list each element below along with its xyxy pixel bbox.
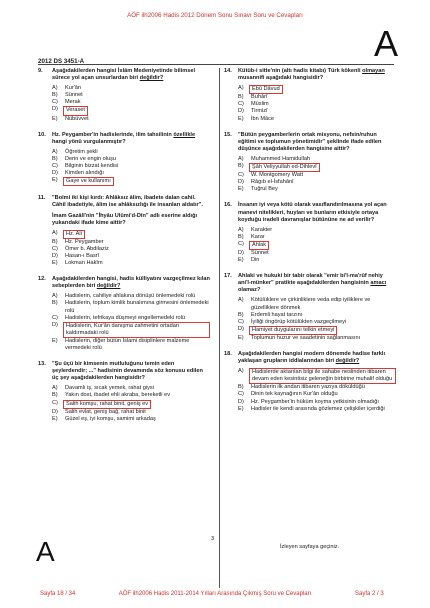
question-stem: [38, 68, 210, 82]
option-row[interactable]: [52, 116, 210, 123]
option-label: Öğretim şekli: [65, 148, 98, 155]
option-text: [251, 227, 396, 234]
option-letter: E): [238, 405, 244, 412]
question-stem: [224, 132, 396, 153]
option-text: [251, 312, 396, 319]
next-page-note: İzleyen sayfaya geçiniz.: [280, 544, 340, 550]
options-list: [224, 227, 396, 264]
option-row[interactable]: [238, 319, 396, 326]
option-row[interactable]: [238, 101, 396, 108]
question-number: 17.: [224, 273, 232, 280]
options-list: [224, 368, 396, 413]
option-label: Bilginin bizzat kendisi: [65, 163, 119, 170]
option-letter: D): [52, 321, 58, 328]
option-row[interactable]: [52, 400, 210, 409]
option-letter: D): [238, 249, 244, 256]
option-letter: D): [52, 252, 58, 259]
option-label: Toplumun huzur ve saadetinin sağlanmasını: [251, 334, 361, 341]
option-letter: B): [52, 238, 58, 245]
option-text: [251, 156, 396, 163]
option-text: [251, 179, 396, 186]
marked-answer: Ahlak: [249, 241, 269, 250]
header-title: AÖF ilh2006 Hadis 2012 Dönem Sonu Sınavı Soru ve Cevapları: [127, 12, 303, 19]
question-text-part: "Şu üçü bir kimsenin mutluluğunu temin eden şeylerdendir; ..." hadisinin devamında söz konusu edilen üç şey aşağıdakilerden hangisidir?: [52, 361, 203, 382]
question-stem: [38, 132, 210, 146]
option-letter: C): [238, 318, 244, 325]
exam-code: 2012 DS 3451-A: [38, 58, 85, 65]
question-text: [238, 351, 396, 365]
marked-answer: Şâh Veliyyullah ed-Dihlevî: [249, 163, 320, 172]
option-letter: B): [52, 155, 58, 162]
option-row[interactable]: [238, 186, 396, 193]
option-letter: D): [52, 170, 58, 177]
question-text: [52, 195, 210, 209]
option-letter: C): [52, 163, 58, 170]
option-letter: A): [238, 85, 244, 92]
option-row[interactable]: [238, 391, 396, 398]
question: [38, 195, 210, 267]
option-text: [251, 250, 396, 257]
option-text: [251, 101, 396, 108]
question-number: 14.: [224, 68, 232, 74]
option-label: Sünnet: [251, 249, 269, 256]
option-label: Hadislerin, cahiliye ahlakına dönüşü önlemedeki rolü: [65, 293, 196, 300]
option-label: Davamlı iş, sıcak yemek, rahat giysi: [65, 385, 154, 392]
question-text: [52, 361, 210, 382]
question-text: [238, 202, 396, 223]
option-text: [65, 92, 210, 99]
marked-answer: Gaye ve kullanımı: [63, 177, 114, 186]
option-letter: A): [238, 155, 244, 162]
options-list: [38, 385, 210, 422]
question-text-part: "Bolmi iki kişi kırdı: Ahlâksız âlim, ibadete dalan cahil. Câhil ibadetiyle, âlim ise ahlâksızlığı ile insanları aldatır".: [52, 195, 203, 209]
option-label: Tirmizî: [251, 108, 268, 115]
option-text: [65, 156, 210, 163]
option-row[interactable]: [52, 293, 210, 300]
option-label: Hadislerin, tefrikaya düşmeyi engellemedeki rolü: [65, 314, 186, 321]
question: [224, 202, 396, 264]
question-text: [52, 276, 210, 290]
question-number: 15.: [224, 131, 232, 138]
option-label: Kimden alındığı: [65, 170, 104, 177]
question-text-part: Aşağıdakilerden hangisi modern dönemde hadise farklı yaklaşan grupların iddialarından biri: [238, 351, 386, 365]
question-underlined: amacı: [370, 280, 387, 287]
options-list: [224, 85, 396, 122]
option-letter: C): [238, 101, 244, 108]
marked-answer: Ebû Dâvud: [249, 85, 283, 94]
option-row[interactable]: [238, 241, 396, 250]
question-stem: [224, 202, 396, 223]
question-text-part: olamaz?: [238, 287, 261, 294]
question-number: 18.: [224, 351, 232, 357]
option-text: [65, 322, 210, 338]
question-underlined: değildir?: [139, 75, 164, 82]
option-text: [251, 94, 396, 101]
option-row[interactable]: [238, 406, 396, 413]
option-letter: E): [238, 257, 244, 264]
option-letter: D): [52, 408, 58, 415]
option-text: [65, 293, 210, 300]
option-row[interactable]: [52, 392, 210, 399]
option-text: [251, 186, 396, 193]
option-label: Müslim: [251, 101, 269, 108]
question-text: [238, 132, 396, 153]
question-text-part: Kütüb-i sitte'nin (altı hadis kitabı) Türk kökenli: [238, 68, 363, 74]
option-row[interactable]: [52, 92, 210, 99]
booklet-letter-top: A: [374, 23, 399, 64]
question: [224, 273, 396, 342]
option-row[interactable]: [52, 260, 210, 267]
option-text: [65, 149, 210, 156]
question-text-part: Ahlaki ve hukuki bir tabir olarak "emir bi'l-ma'rûf nehiy ani'l-münker" pratikte aşağıdakilerden hangisinin: [238, 273, 383, 287]
question-text: [238, 68, 396, 82]
option-row[interactable]: [238, 326, 396, 335]
option-letter: E): [238, 115, 244, 122]
option-label: İbn Mâce: [251, 115, 275, 122]
option-row[interactable]: [52, 300, 210, 314]
question-text: [52, 68, 210, 82]
option-text: [65, 85, 210, 92]
option-text: [251, 368, 396, 384]
option-text: [65, 230, 210, 239]
option-letter: A): [238, 368, 244, 375]
option-label: Hz. Peygamber'in hüküm koyma yetkisinin olmadığı: [251, 398, 379, 405]
question-text-part: Hz. Peygamber'in hadislerinde, ilim tahsilinin: [52, 131, 174, 138]
question: [38, 276, 210, 352]
option-row[interactable]: [52, 409, 210, 416]
option-label: Kötülüklere ve çirkinliklere veda edip iyiliklere ve güzelliklere dönmek: [251, 297, 371, 311]
option-label: Derin ve engin oluşu: [65, 155, 116, 162]
option-letter: D): [238, 398, 244, 405]
option-label: Buhârî: [251, 94, 268, 101]
question-text-part: "Bütün peygamberlerin ortak misyonu, nefsin/ruhun eğitimi ve toplumun yönetimidir" şeklinde ifade edilen düşünce aşağıdakilerden hangisine aittir?: [238, 131, 382, 152]
option-row[interactable]: [52, 315, 210, 322]
option-label: Din: [251, 257, 260, 264]
option-label: Lokman Hakîm: [65, 260, 103, 267]
option-row[interactable]: [52, 170, 210, 177]
question-text-part: İnsanın iyi veya kötü olarak vasıflandırılmasına yol açan manevi nitelikleri, huyları ve bunların etkisiyle ortaya koyduğu iradeli davranışlar bütününe ne ad verilir?: [238, 202, 387, 223]
option-text: [251, 163, 396, 172]
option-row[interactable]: [238, 94, 396, 101]
option-label: Hadislerin, diğer bütün İslami disiplinlere malzeme vermedeki rolü: [65, 337, 190, 351]
marked-answer: Hadislerin, Kur'ân danışma zahmetini ortadan kaldırmadaki rolü: [63, 322, 210, 338]
page-number: 3: [211, 536, 215, 542]
option-letter: C): [238, 172, 244, 179]
option-row[interactable]: [238, 368, 396, 384]
question: [224, 132, 396, 194]
option-letter: C): [52, 314, 58, 321]
option-letter: C): [238, 391, 244, 398]
option-row[interactable]: [238, 227, 396, 234]
question-underlined: olmayan: [362, 68, 385, 74]
option-letter: E): [52, 337, 58, 344]
option-letter: B): [52, 392, 58, 399]
option-text: [251, 384, 396, 391]
option-letter: C): [238, 240, 244, 247]
option-text: [65, 338, 210, 352]
question: [224, 351, 396, 413]
option-label: Hasan-ı Basrî: [65, 252, 100, 259]
right-column: [224, 68, 396, 422]
option-row[interactable]: [52, 322, 210, 338]
option-letter: A): [52, 148, 58, 155]
question: [38, 361, 210, 423]
option-row[interactable]: [52, 385, 210, 392]
question-note: İmam Gazâlî'nin "İhyâu Ulûmi'd-Dîn" adlı eserine aldığı yukarıdaki ifade kime aittir?: [52, 212, 198, 226]
option-letter: A): [52, 385, 58, 392]
question-number: 12.: [38, 276, 46, 283]
option-row[interactable]: [52, 149, 210, 156]
option-letter: D): [238, 179, 244, 186]
footer-center: AÖF ilh2006 Hadis 2011-2014 Yılları Arasında Çıkmış Soru ve Cevapları: [118, 591, 312, 597]
option-letter: E): [52, 115, 58, 122]
question-text: [238, 273, 396, 294]
option-text: [251, 297, 396, 311]
option-text: [65, 400, 210, 409]
question-stem: [224, 273, 396, 294]
option-text: [65, 177, 210, 186]
left-column: [38, 68, 210, 432]
option-letter: C): [52, 399, 58, 406]
option-row[interactable]: [238, 335, 396, 342]
footer-left: Sayfa 18 / 34: [40, 591, 76, 597]
question-stem: [224, 68, 396, 82]
option-text: [251, 234, 396, 241]
question-number: 10.: [38, 131, 46, 138]
options-list: [38, 149, 210, 186]
option-row[interactable]: [238, 116, 396, 123]
option-row[interactable]: [52, 106, 210, 115]
question-number: 11.: [38, 195, 46, 202]
option-label: Râgıb el-İsfahânî: [251, 179, 294, 186]
option-letter: B): [238, 94, 244, 101]
option-text: [251, 335, 396, 342]
options-list: [224, 156, 396, 193]
option-text: [65, 106, 210, 115]
option-row[interactable]: [52, 253, 210, 260]
option-label: Karar: [251, 233, 265, 240]
option-text: [65, 315, 210, 322]
question-stem: [38, 195, 210, 209]
option-row[interactable]: [238, 163, 396, 172]
option-row[interactable]: [52, 416, 210, 423]
question-underlined: özellikle: [173, 131, 196, 138]
option-row[interactable]: [238, 234, 396, 241]
option-letter: D): [238, 108, 244, 115]
option-letter: B): [52, 300, 58, 307]
option-letter: A): [238, 297, 244, 304]
option-row[interactable]: [52, 163, 210, 170]
option-label: Sünnet: [65, 92, 83, 99]
option-text: [251, 406, 396, 413]
question-text: [52, 132, 210, 146]
option-row[interactable]: [238, 312, 396, 319]
option-letter: A): [52, 229, 58, 236]
option-label: W. Montgomery Watt: [251, 172, 304, 179]
option-row[interactable]: [238, 108, 396, 115]
option-text: [251, 257, 396, 264]
option-row[interactable]: [238, 156, 396, 163]
option-letter: E): [238, 334, 244, 341]
option-row[interactable]: [238, 257, 396, 264]
option-letter: A): [52, 85, 58, 92]
question-number: 16.: [224, 202, 232, 209]
option-row[interactable]: [238, 297, 396, 311]
option-text: [65, 416, 210, 423]
option-letter: B): [238, 311, 244, 318]
option-text: [65, 253, 210, 260]
option-row[interactable]: [238, 399, 396, 406]
option-row[interactable]: [52, 99, 210, 106]
marked-answer: Veraset: [63, 106, 88, 115]
option-letter: B): [238, 233, 244, 240]
option-text: [251, 391, 396, 398]
question-stem: [224, 351, 396, 365]
option-text: [65, 392, 210, 399]
option-row[interactable]: [238, 250, 396, 257]
question: [224, 68, 396, 123]
option-label: Yakın dost, ibadet ehli akraba, bereketli ev: [65, 392, 170, 399]
option-row[interactable]: [238, 384, 396, 391]
option-text: [251, 399, 396, 406]
option-label: Salih evlat, geniş bağ, rahat binit: [65, 408, 146, 415]
marked-answer: Hamiyet duygularını telkin etmeyi: [249, 326, 337, 335]
option-label: Hadislerin, toplum kimlik bunalımına girmesini önlemedeki rolü: [65, 300, 209, 314]
option-label: Ömer b. Abdilaziz: [65, 245, 109, 252]
option-letter: B): [238, 163, 244, 170]
option-label: Güzel eş, iyi komşu, samimi arkadaş: [65, 415, 156, 422]
option-text: [65, 170, 210, 177]
option-text: [65, 260, 210, 267]
question-text-part: hangi yönü vurgulanmıştır?: [52, 138, 126, 145]
option-letter: D): [238, 325, 244, 332]
option-letter: A): [52, 293, 58, 300]
options-list: [38, 85, 210, 122]
option-text: [65, 99, 210, 106]
option-label: Muhammed Hamidullah: [251, 155, 311, 162]
option-label: Hz. Peygamber: [65, 238, 104, 245]
header-divider: [38, 64, 394, 65]
booklet-letter-bottom: A: [36, 536, 55, 567]
marked-answer: Salih komşu, rahat binit, geniş ev: [63, 400, 151, 409]
option-text: [251, 85, 396, 94]
option-text: [65, 239, 210, 246]
option-letter: C): [52, 245, 58, 252]
option-letter: E): [52, 177, 58, 184]
option-text: [251, 319, 396, 326]
option-row[interactable]: [52, 85, 210, 92]
option-label: Kur'ân: [65, 85, 81, 92]
question-stem: [38, 276, 210, 290]
question-number: 13.: [38, 361, 46, 368]
option-row[interactable]: [52, 246, 210, 253]
option-letter: E): [238, 186, 244, 193]
question-underlined: değildir?: [96, 283, 121, 290]
question: [38, 68, 210, 123]
option-row[interactable]: [238, 179, 396, 186]
option-label: Dinin tek kaynağının Kur'ân olduğu: [251, 391, 338, 398]
footer-right: Sayfa 2 / 3: [355, 591, 384, 597]
option-row[interactable]: [52, 230, 210, 239]
option-row[interactable]: [238, 85, 396, 94]
option-letter: E): [52, 415, 58, 422]
option-text: [251, 326, 396, 335]
option-label: Merak: [65, 99, 81, 106]
options-list: [224, 297, 396, 342]
option-letter: E): [52, 260, 58, 267]
options-list: [38, 293, 210, 352]
option-label: İyiliği öngörüp kötülükten vazgeçilmeyi: [251, 318, 347, 325]
option-row[interactable]: [52, 156, 210, 163]
option-letter: B): [238, 384, 244, 391]
question-underlined: değildir?: [335, 358, 360, 365]
option-text: [65, 300, 210, 314]
option-letter: D): [52, 106, 58, 113]
option-label: Tuğrul Bey: [251, 186, 278, 193]
option-text: [251, 116, 396, 123]
option-label: Hadisler ile kendi arasında gözlemez çelişkiler içerdiği: [251, 405, 385, 412]
option-text: [65, 409, 210, 416]
option-text: [65, 385, 210, 392]
question-text-part: Aşağıdakilerden hangisi, hadis külliyatını vazgeçilmez kılan sebeplerden biri: [52, 276, 210, 290]
question-number: 9.: [38, 68, 43, 74]
marked-answer: Hadislerde aktarılan bilgi ile sahabe neslinden itibaren devam eden kesintisiz geleneğin birbirine muhalif olduğu: [249, 368, 396, 384]
option-letter: C): [52, 99, 58, 106]
question-text-part: Aşağıdakilerden hangisi İslâm Medeniyetinde bilimsel sürece yol açan unsurlardan biri: [52, 68, 195, 82]
option-text: [251, 108, 396, 115]
option-text: [251, 241, 396, 250]
question-stem: [38, 361, 210, 382]
option-text: [65, 116, 210, 123]
marked-answer: Hz. Ali: [63, 230, 85, 239]
question: [38, 132, 210, 187]
option-label: Nübüvvet: [65, 115, 89, 122]
option-label: Hadislerin ilk andan itibaren yazıya döküldüğü: [251, 384, 365, 391]
options-list: [38, 230, 210, 267]
option-row[interactable]: [52, 338, 210, 352]
column-divider: [219, 68, 220, 588]
option-letter: A): [238, 226, 244, 233]
option-row[interactable]: [52, 177, 210, 186]
option-letter: B): [52, 92, 58, 99]
question-text-part: musannifi aşağıdaki hangisidir?: [238, 75, 324, 82]
option-label: Erdemli hayat tarzını: [251, 311, 303, 318]
option-row[interactable]: [52, 239, 210, 246]
option-text: [65, 163, 210, 170]
option-label: Karakter: [251, 226, 273, 233]
option-text: [65, 246, 210, 253]
